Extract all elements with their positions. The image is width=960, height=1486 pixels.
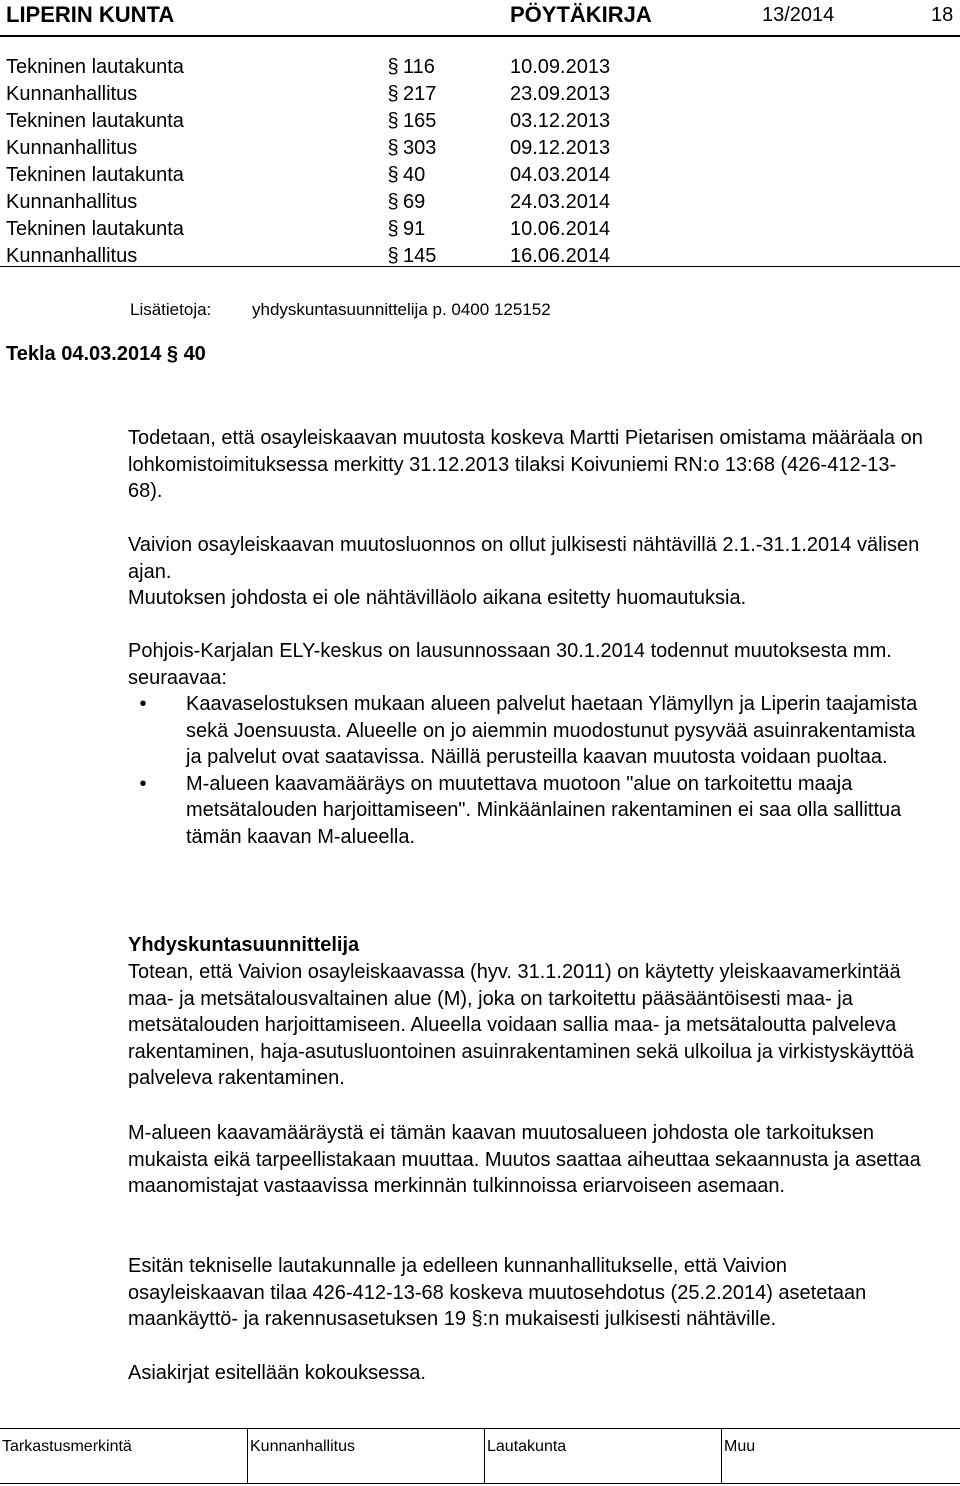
bullet-icon: •	[139, 693, 147, 715]
history-date: 24.03.2014	[510, 191, 611, 213]
history-body: Tekninen lautakunta	[6, 110, 184, 132]
paragraph: Pohjois-Karjalan ELY-keskus on lausunnossaan 30.1.2014 todennut muutoksesta mm. seuraavaa:	[128, 640, 892, 689]
history-row	[0, 81, 960, 108]
header-divider	[0, 35, 960, 37]
municipality-name: LIPERIN KUNTA	[6, 2, 175, 27]
section-sign-icon: §	[387, 56, 399, 78]
footer-cell: Kunnanhallitus	[247, 1429, 484, 1483]
paragraph: Asiakirjat esitellään kokouksessa.	[128, 1362, 426, 1384]
history-section: 116	[403, 56, 435, 78]
paragraph: Todetaan, että osayleiskaavan muutosta koskeva Martti Pietarisen omistama määräala on lohkomistoimituksessa merkitty 31.12.2013 tilaksi Koivuniemi RN:o 13:68 (426-412-13-68).	[128, 427, 923, 502]
history-body: Kunnanhallitus	[6, 245, 138, 267]
history-row	[0, 189, 960, 216]
history-row	[0, 162, 960, 189]
section-heading: Yhdyskuntasuunnittelija	[128, 934, 360, 956]
proposal-text: Esitän tekniselle lautakunnalle ja edelleen kunnanhallitukselle, että Vaivion osayleiskaavan tilaa 426-412-13-68 koskeva muutosehdotus (25.2.2014) asetetaan maankäyttö- ja rakennusasetuksen 19	[128, 1255, 867, 1330]
history-section: 165	[403, 110, 437, 132]
history-row	[0, 54, 960, 81]
history-body: Kunnanhallitus	[6, 191, 138, 213]
bullet-text: Kaavaselostuksen mukaan alueen palvelut haetaan Ylämyllyn ja Liperin taajamista sekä Joensuusta. Alueelle on jo aiemmin muodostunut pysyvää asuinrakentamista ja palvelut ovat saatavissa. Näillä perusteilla kaavan muutosta voidaan puoltaa.	[186, 693, 918, 768]
history-section: 145	[403, 245, 437, 267]
tekla-heading	[6, 343, 206, 366]
history-date: 04.03.2014	[510, 164, 611, 186]
list-item	[128, 771, 928, 851]
history-date: 03.12.2013	[510, 110, 611, 132]
bullet-list	[128, 691, 928, 850]
footer-cell: Lautakunta	[484, 1429, 721, 1483]
history-body: Tekninen lautakunta	[6, 56, 184, 78]
info-label: Lisätietoja:	[130, 300, 212, 319]
paragraph: Vaivion osayleiskaavan muutosluonnos on ollut julkisesti nähtävillä 2.1.-31.1.2014 välisen ajan.	[128, 534, 920, 583]
history-date: 10.09.2013	[510, 56, 611, 78]
history-section: 40	[403, 164, 426, 186]
history-row	[0, 135, 960, 162]
tekla-label: Tekla 04.03.2014	[6, 343, 162, 365]
footer-cell: Tarkastusmerkintä	[2, 1438, 132, 1455]
handling-history	[0, 54, 960, 270]
history-row	[0, 108, 960, 135]
list-item	[128, 691, 928, 771]
bullet-text: M-alueen kaavamääräys on muutettava muotoon "alue on tarkoitettu maaja metsätalouden harjoittamiseen". Minkäänlainen rakentaminen ei saa olla sallittua tämän kaavan M-alueella.	[186, 772, 902, 848]
section-sign-icon: §	[471, 1308, 483, 1330]
history-divider	[0, 266, 960, 267]
proposal-text-end: :n mukaisesti julkisesti nähtäville.	[482, 1308, 777, 1330]
history-section: 303	[403, 137, 437, 159]
paragraph: Totean, että Vaivion osayleiskaavassa (hyv. 31.1.2011) on käytetty yleiskaavamerkintää maa- ja metsätalousvaltainen alue (M), joka on tarkoitettu pääsääntöisesti maa- ja metsätalouden harjoittamiseen. Alueella voidaan sallia maa- ja metsätaloutta palveleva rakentaminen, haja-asutusluontoinen asuinrakentaminen sekä ulkoilua ja virkistyskäyttöä palveleva rakentaminen.	[128, 961, 914, 1089]
history-body: Tekninen lautakunta	[6, 164, 184, 186]
bullet-icon: •	[139, 772, 147, 795]
paragraph: M-alueen kaavamääräystä ei tämän kaavan muutosalueen johdosta ole tarkoituksen mukaista eikä tarpeellistakaan muuttaa. Muutos saattaa aiheuttaa sekaannusta ja asettaa maanomistajat vastaavissa merkinnän tulkinnoissa eriarvoiseen asemaan.	[128, 1122, 921, 1197]
history-section: 217	[403, 83, 437, 105]
section-sign-icon: §	[166, 343, 178, 365]
document-type: PÖYTÄKIRJA	[510, 2, 652, 27]
history-date: 09.12.2013	[510, 137, 611, 159]
history-section: 91	[403, 218, 426, 240]
history-body: Kunnanhallitus	[6, 83, 138, 105]
page-number: 18	[931, 4, 954, 26]
info-contact: yhdyskuntasuunnittelija p. 0400 125152	[252, 300, 551, 319]
history-date: 23.09.2013	[510, 83, 611, 105]
history-date: 10.06.2014	[510, 218, 611, 240]
paragraph	[128, 1253, 928, 1333]
section-sign-icon: §	[387, 164, 399, 186]
section-sign-icon: §	[387, 137, 399, 159]
tekla-section: 40	[183, 343, 206, 365]
history-body: Tekninen lautakunta	[6, 218, 184, 240]
history-body: Kunnanhallitus	[6, 137, 138, 159]
section-sign-icon: §	[387, 245, 399, 267]
section-sign-icon: §	[387, 110, 399, 132]
history-section: 69	[403, 191, 426, 213]
footer-cell: Muu	[721, 1429, 960, 1483]
issue-number: 13/2014	[762, 4, 835, 26]
section-sign-icon: §	[387, 191, 399, 213]
history-date: 16.06.2014	[510, 245, 611, 267]
section-sign-icon: §	[387, 218, 399, 240]
history-row	[0, 216, 960, 243]
section-sign-icon: §	[387, 83, 399, 105]
review-footer	[0, 1428, 960, 1484]
paragraph: Muutoksen johdosta ei ole nähtävilläolo aikana esitetty huomautuksia.	[128, 587, 747, 609]
